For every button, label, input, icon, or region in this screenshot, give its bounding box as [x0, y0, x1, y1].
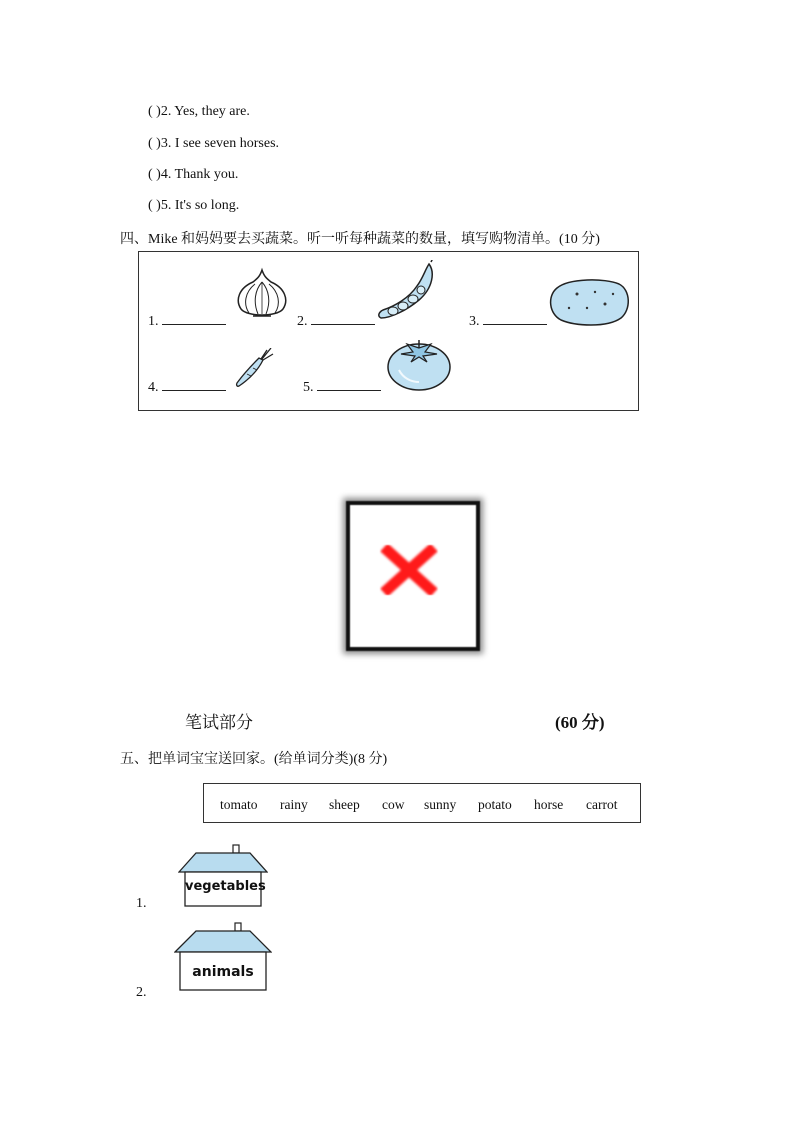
onion-icon	[231, 266, 293, 320]
potato-icon	[547, 276, 631, 328]
shopping-item-1: 1.	[148, 312, 226, 330]
answer-paren[interactable]: ( )	[148, 198, 161, 213]
answer-paren[interactable]: ( )	[148, 167, 161, 182]
word: sunny	[424, 797, 457, 812]
carrot-icon	[233, 348, 277, 390]
section4-title: 四、Mike 和妈妈要去买蔬菜。听一听每种蔬菜的数量，填写购物清单。(10 分)	[120, 232, 600, 247]
word: cow	[382, 797, 405, 812]
house-number: 2.	[136, 985, 147, 1000]
house-icon	[174, 922, 272, 992]
shopping-item-3: 3.	[469, 312, 547, 330]
list-item	[148, 104, 250, 120]
house-label: vegetables	[185, 879, 266, 894]
word: carrot	[586, 797, 618, 812]
word: rainy	[280, 797, 308, 812]
item-text: 5. It's so long.	[160, 198, 240, 213]
house-animals	[174, 922, 272, 992]
answer-blank[interactable]	[162, 312, 226, 325]
word: sheep	[329, 797, 360, 812]
house-icon	[178, 844, 268, 908]
item-text: 3. I see seven horses.	[160, 136, 280, 151]
answer-blank[interactable]	[317, 378, 381, 391]
word: potato	[478, 797, 512, 812]
list-item	[148, 167, 238, 183]
shopping-item-2: 2.	[297, 312, 375, 330]
peas-icon	[375, 260, 437, 324]
item-text: 4. Thank you.	[160, 167, 239, 182]
word-bank	[203, 783, 641, 823]
answer-paren[interactable]: ( )	[148, 136, 161, 151]
written-part-title: 笔试部分	[185, 713, 253, 733]
shopping-item-4: 4.	[148, 378, 226, 396]
list-item	[148, 198, 239, 214]
tomato-icon	[385, 338, 453, 392]
written-part-score: (60 分)	[555, 713, 605, 732]
shopping-list-box	[138, 251, 639, 411]
section5-title: 五、把单词宝宝送回家。(给单词分类)(8 分)	[120, 752, 388, 767]
answer-blank[interactable]	[311, 312, 375, 325]
answer-paren[interactable]: ( )	[148, 104, 161, 119]
answer-blank[interactable]	[162, 378, 226, 391]
shopping-item-5: 5.	[303, 378, 381, 396]
red-x-icon	[380, 545, 438, 595]
item-text: 2. Yes, they are.	[160, 104, 250, 119]
house-number: 1.	[136, 896, 147, 911]
list-item	[148, 136, 279, 152]
broken-image-icon	[346, 501, 480, 651]
word: horse	[534, 797, 564, 812]
word: tomato	[220, 797, 258, 812]
house-label: animals	[192, 964, 254, 980]
answer-blank[interactable]	[483, 312, 547, 325]
house-vegetables	[178, 844, 268, 908]
